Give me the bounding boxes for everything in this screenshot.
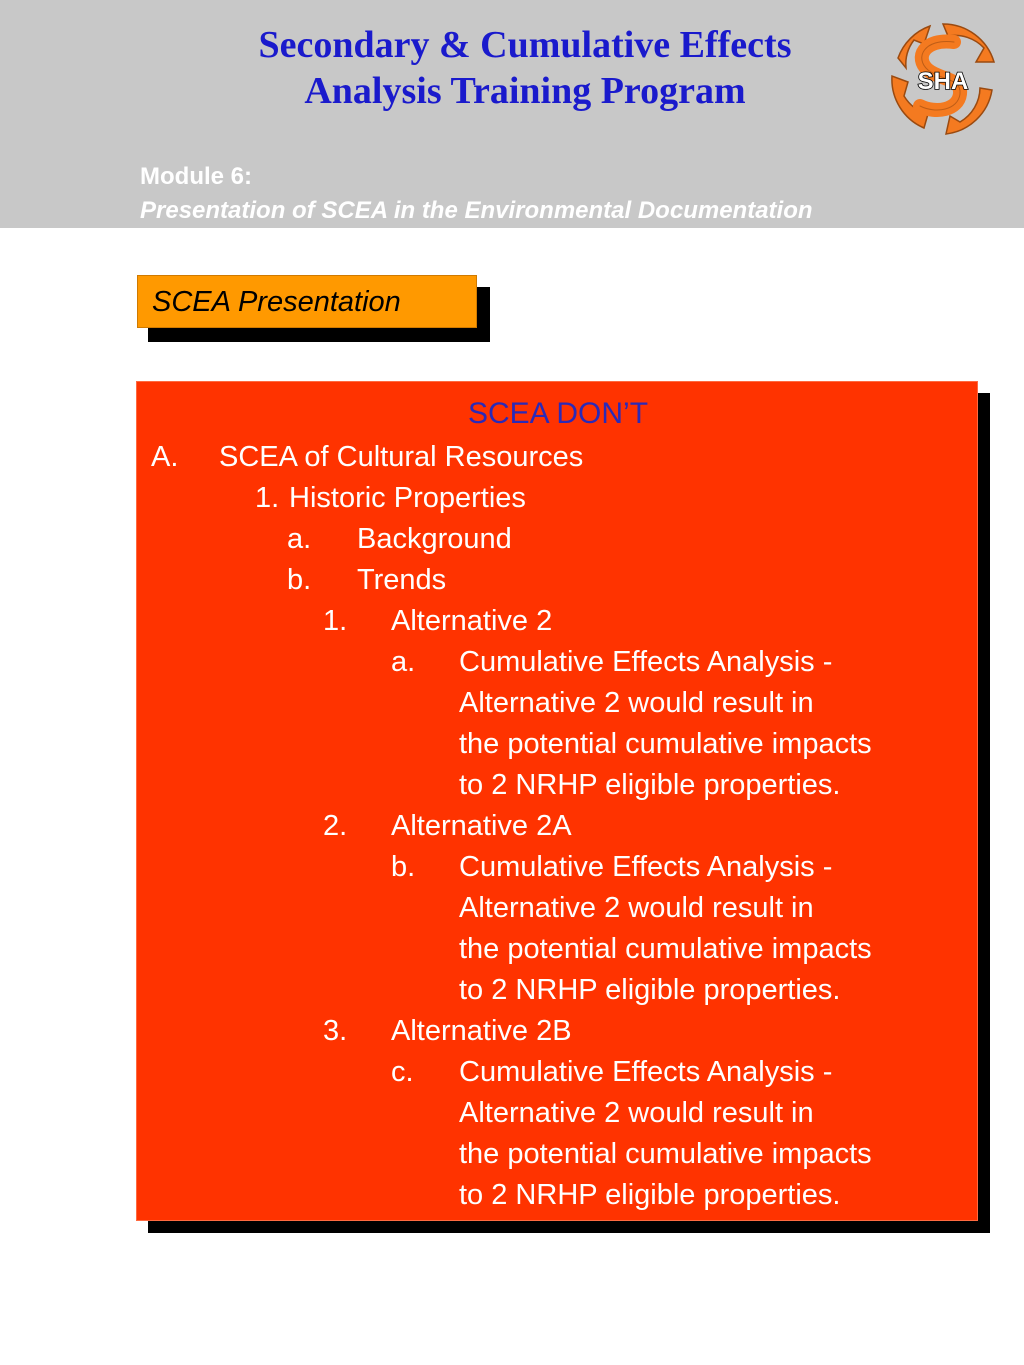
sha-logo-text: SHA — [917, 68, 969, 95]
outline-item-trends — [287, 560, 446, 601]
analysis-line — [391, 642, 832, 683]
analysis-marker: a. — [391, 646, 416, 678]
alternative-marker: 1. — [323, 605, 348, 637]
analysis-line: to 2 NRHP eligible properties. — [459, 974, 841, 1006]
analysis-line: Alternative 2 would result in — [459, 687, 814, 719]
outline-text-background: Background — [357, 523, 512, 555]
alternative-marker: 3. — [323, 1015, 348, 1047]
module-title: Presentation of SCEA in the Environmental Documentation — [140, 197, 813, 224]
analysis-line — [391, 1052, 832, 1093]
analysis-line: Alternative 2 would result in — [459, 1097, 814, 1129]
panel-title: SCEA DON’T — [467, 397, 649, 430]
slide-title — [130, 22, 920, 114]
analysis-text: Cumulative Effects Analysis - — [459, 1056, 833, 1088]
slide-header — [0, 0, 1024, 228]
alternative-label: Alternative 2A — [391, 810, 572, 842]
alternative-label: Alternative 2B — [391, 1015, 572, 1047]
slide-title-line-1: Secondary & Cumulative Effects — [258, 24, 792, 66]
section-tag: SCEA Presentation — [137, 275, 477, 328]
analysis-line: the potential cumulative impacts — [459, 728, 872, 760]
analysis-text: Cumulative Effects Analysis - — [459, 851, 833, 883]
outline-item-a — [151, 437, 583, 478]
outline-marker-a: A. — [151, 441, 179, 473]
alternative-item — [323, 1011, 572, 1052]
alternative-item — [323, 806, 572, 847]
outline-item-1 — [255, 478, 526, 519]
sha-logo-icon — [884, 18, 1002, 140]
analysis-marker: b. — [391, 851, 416, 883]
slide-title-line-2: Analysis Training Program — [304, 70, 746, 112]
analysis-line: to 2 NRHP eligible properties. — [459, 769, 841, 801]
outline-text-a: SCEA of Cultural Resources — [219, 441, 584, 473]
outline-text-1: Historic Properties — [289, 482, 526, 514]
outline-marker-1: 1. — [255, 482, 280, 514]
outline-text-trends: Trends — [357, 564, 447, 596]
analysis-text: Cumulative Effects Analysis - — [459, 646, 833, 678]
alternative-item — [323, 601, 552, 642]
module-label: Module 6: — [140, 163, 252, 190]
alternative-marker: 2. — [323, 810, 348, 842]
outline-marker-trends: b. — [287, 564, 312, 596]
outline-marker-background: a. — [287, 523, 312, 555]
analysis-line: Alternative 2 would result in — [459, 892, 814, 924]
content-panel — [136, 381, 978, 1221]
outline-item-background — [287, 519, 512, 560]
alternative-label: Alternative 2 — [391, 605, 553, 637]
analysis-line: to 2 NRHP eligible properties. — [459, 1179, 841, 1211]
analysis-line — [391, 847, 832, 888]
analysis-marker: c. — [391, 1056, 414, 1088]
analysis-line: the potential cumulative impacts — [459, 1138, 872, 1170]
analysis-line: the potential cumulative impacts — [459, 933, 872, 965]
module-heading — [140, 160, 813, 228]
